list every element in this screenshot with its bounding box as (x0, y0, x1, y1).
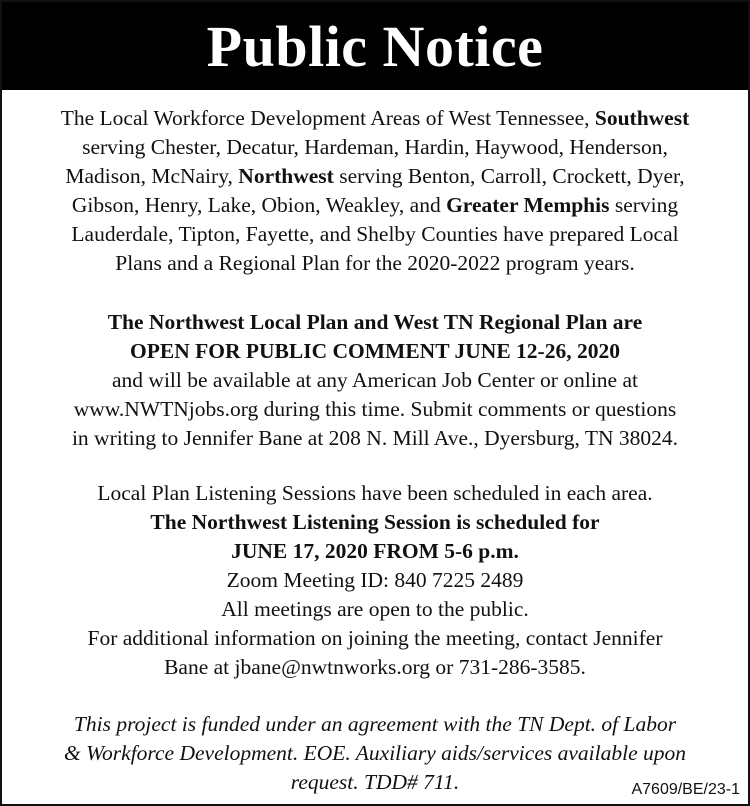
ad-code: A7609/BE/23-1 (631, 781, 740, 798)
intro-line (20, 191, 730, 220)
contact-line: Bane at jbane@nwtnworks.org or 731-286-3585. (164, 655, 586, 679)
sessions-line: For additional information on joining the meeting, contact Jennifer (87, 626, 663, 650)
intro-line: Lauderdale, Tipton, Fayette, and Shelby Counties have prepared Local (71, 222, 679, 246)
intro-text: Gibson, Henry, Lake, Obion, Weakley, and (71, 193, 447, 217)
session-heading: The Northwest Listening Session is scheduled for (150, 510, 600, 534)
intro-line (20, 162, 730, 191)
comment-paragraph (20, 308, 730, 453)
intro-line: Plans and a Regional Plan for the 2020-2022 program years. (115, 251, 635, 275)
comment-line: www.NWTNjobs.org during this time. Submit comments or questions (73, 397, 677, 421)
notice-title: Public Notice (206, 13, 544, 79)
comment-dates: OPEN FOR PUBLIC COMMENT JUNE 12-26, 2020 (130, 339, 620, 363)
funding-line: This project is funded under an agreement with the TN Dept. of Labor (73, 712, 677, 736)
northwest-label: Northwest (238, 164, 334, 188)
sessions-line: Local Plan Listening Sessions have been scheduled in each area. (97, 481, 653, 505)
notice-body (2, 104, 748, 797)
funding-paragraph (20, 710, 730, 797)
southwest-label: Southwest (594, 106, 690, 130)
notice-header (2, 2, 748, 90)
sessions-line: All meetings are open to the public. (221, 597, 529, 621)
intro-text: Madison, McNairy, (65, 164, 239, 188)
greater-memphis-label: Greater Memphis (446, 193, 610, 217)
zoom-meeting-id: Zoom Meeting ID: 840 7225 2489 (226, 568, 524, 592)
intro-text: The Local Workforce Development Areas of West Tennessee, (60, 106, 595, 130)
intro-line: serving Chester, Decatur, Hardeman, Hardin, Haywood, Henderson, (82, 135, 668, 159)
comment-line: and will be available at any American Job Center or online at (112, 368, 638, 392)
intro-text: serving (609, 193, 679, 217)
session-date: JUNE 17, 2020 FROM 5-6 p.m. (231, 539, 519, 563)
funding-line: & Workforce Development. EOE. Auxiliary aids/services available upon (64, 741, 686, 765)
intro-paragraph (20, 104, 730, 278)
comment-line: in writing to Jennifer Bane at 208 N. Mill Ave., Dyersburg, TN 38024. (71, 426, 679, 450)
funding-line: request. TDD# 711. (290, 770, 460, 794)
comment-heading: The Northwest Local Plan and West TN Regional Plan are (107, 310, 643, 334)
intro-text: serving Benton, Carroll, Crockett, Dyer, (333, 164, 685, 188)
sessions-paragraph (20, 479, 730, 682)
intro-line (20, 104, 730, 133)
